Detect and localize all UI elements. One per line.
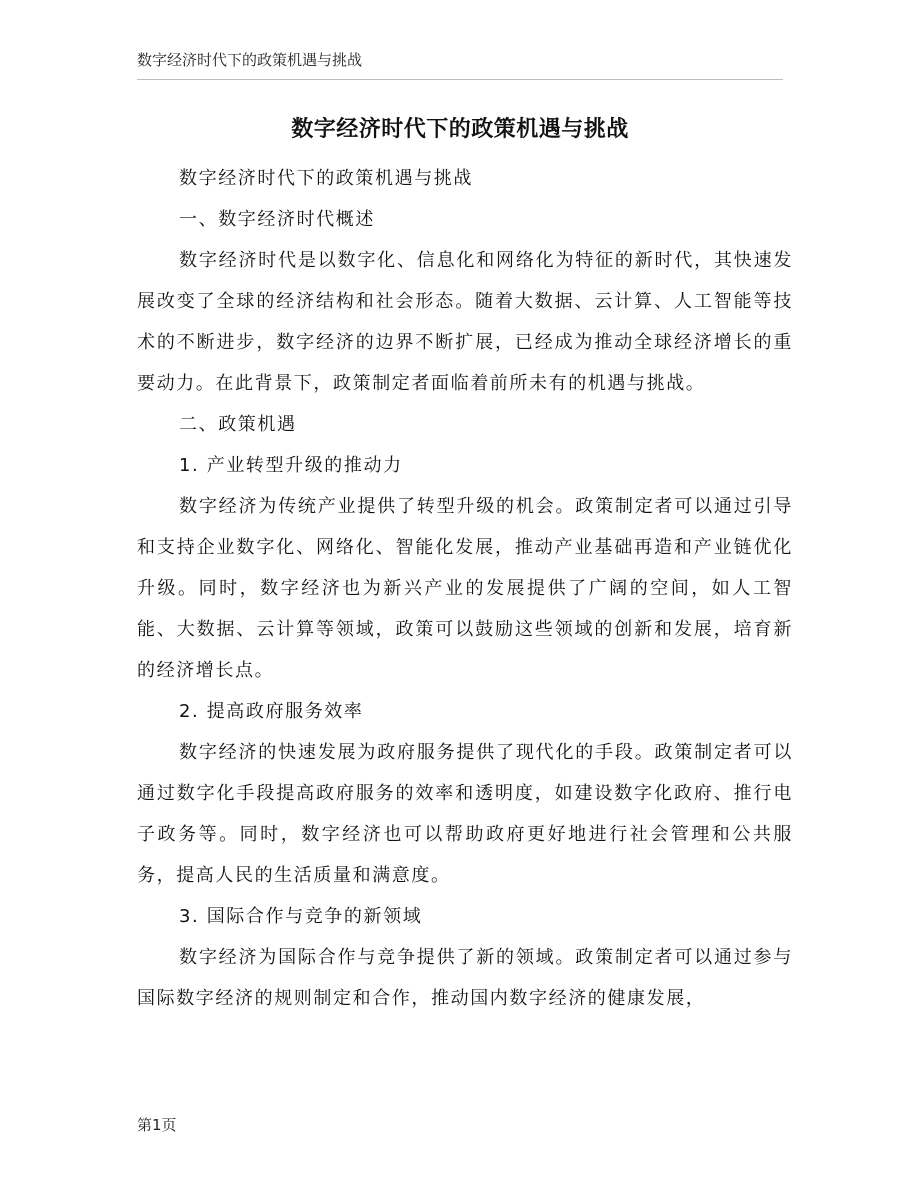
body-paragraph: 数字经济的快速发展为政府服务提供了现代化的手段。政策制定者可以通过数字化手段提高政府服务的效率和透明度，如建设数字化政府、推行电子政务等。同时，数字经济也可以帮助政府更好地进行社会管理和公共服务，提高人民的生活质量和满意度。	[137, 742, 793, 886]
subheading-government-efficiency: 2. 提高政府服务效率	[179, 701, 364, 722]
section-heading-opportunities: 二、政策机遇	[179, 414, 297, 435]
subheading-industry-upgrade: 1. 产业转型升级的推动力	[179, 455, 403, 476]
body-paragraph: 数字经济为国际合作与竞争提供了新的领域。政策制定者可以通过参与国际数字经济的规则制定和合作，推动国内数字经济的健康发展，	[137, 947, 793, 1009]
section-heading-overview: 一、数字经济时代概述	[179, 209, 375, 230]
running-header: 数字经济时代下的政策机遇与挑战	[137, 51, 363, 69]
header-divider	[137, 79, 783, 80]
subheading-international-cooperation: 3. 国际合作与竞争的新领域	[179, 906, 423, 927]
subtitle-paragraph: 数字经济时代下的政策机遇与挑战	[179, 168, 473, 189]
document-title: 数字经济时代下的政策机遇与挑战	[291, 117, 629, 142]
body-paragraph: 数字经济时代是以数字化、信息化和网络化为特征的新时代，其快速发展改变了全球的经济结构和社会形态。随着大数据、云计算、人工智能等技术的不断进步，数字经济的边界不断扩展，已经成为推动全球经济增长的重要动力。在此背景下，政策制定者面临着前所未有的机遇与挑战。	[137, 250, 793, 394]
page-number: 第1页	[137, 1116, 177, 1134]
body-paragraph: 数字经济为传统产业提供了转型升级的机会。政策制定者可以通过引导和支持企业数字化、网络化、智能化发展，推动产业基础再造和产业链优化升级。同时，数字经济也为新兴产业的发展提供了广阔的空间，如人工智能、大数据、云计算等领域，政策可以鼓励这些领域的创新和发展，培育新的经济增长点。	[137, 496, 793, 681]
document-body	[137, 158, 793, 1019]
